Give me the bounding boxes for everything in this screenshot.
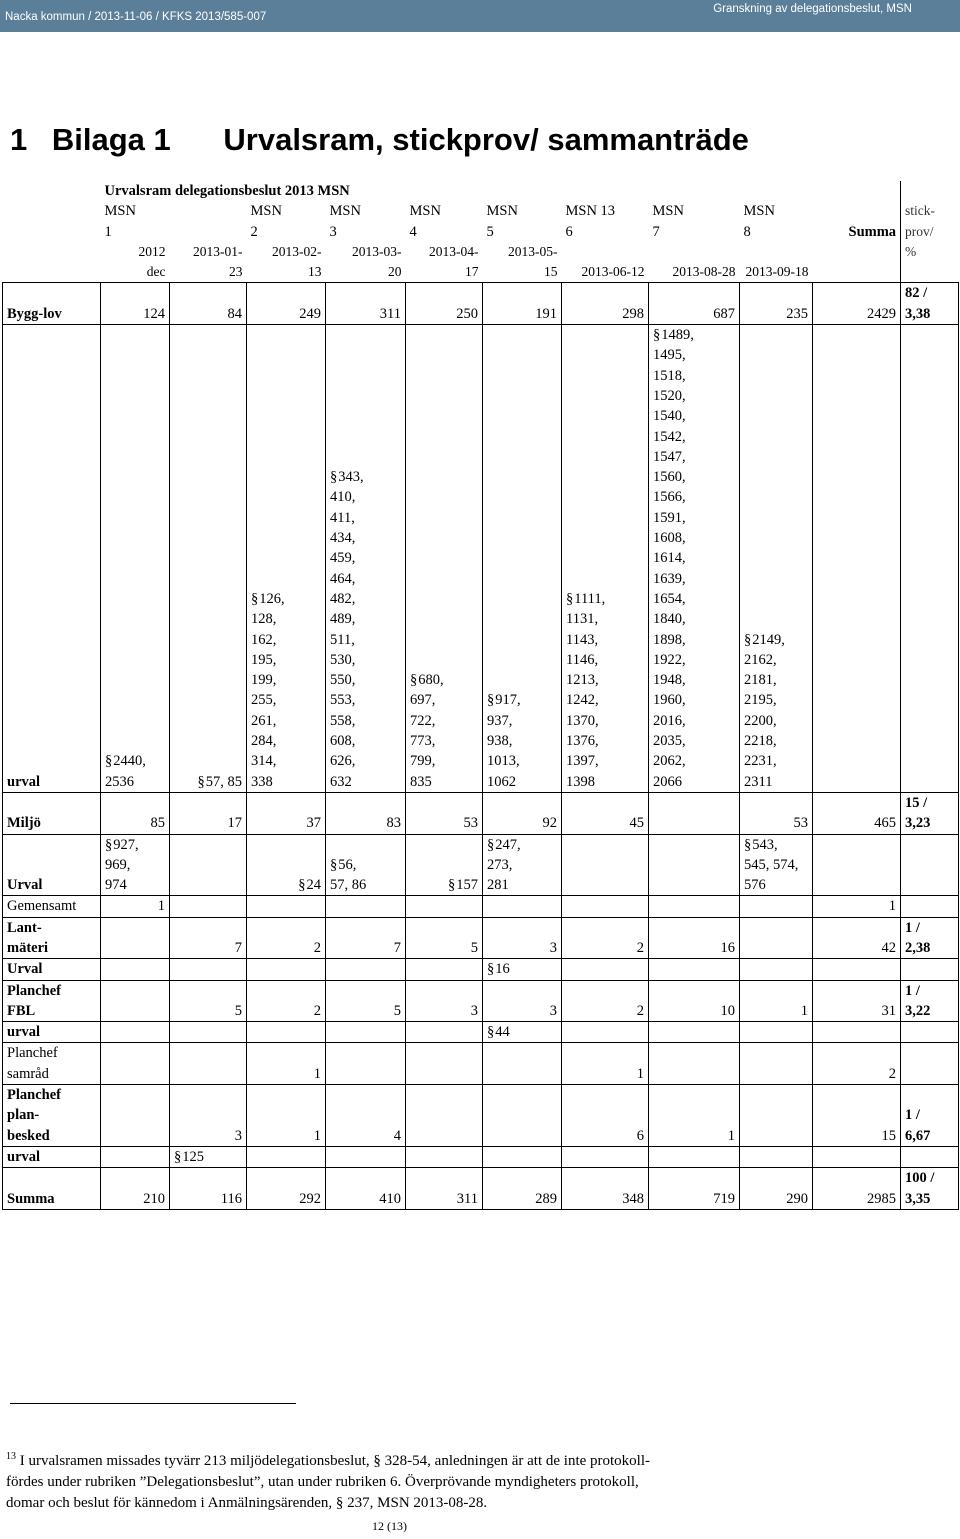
count-cell bbox=[483, 1043, 562, 1085]
count-cell bbox=[101, 917, 170, 959]
sample-value: § 56, 57, 86 bbox=[330, 857, 366, 893]
sample-cell bbox=[562, 834, 649, 896]
count-cell: 235 bbox=[740, 283, 813, 325]
sample-cell bbox=[649, 325, 740, 793]
count-cell bbox=[483, 1085, 562, 1147]
sample-cell bbox=[326, 834, 406, 896]
count-cell bbox=[170, 896, 247, 917]
sample-cell bbox=[170, 1022, 247, 1043]
sample-value: § 543, 545, 574, 576 bbox=[744, 837, 798, 894]
sample-cell bbox=[326, 325, 406, 793]
row-sum: 15 bbox=[813, 1085, 901, 1147]
footnote-number: 13 bbox=[6, 1451, 16, 1462]
row-lantmateri bbox=[3, 917, 959, 959]
count-cell: 2 bbox=[247, 980, 326, 1022]
sample-value: § 16 bbox=[487, 961, 510, 977]
msn-column-header: MSN 5 bbox=[486, 203, 518, 240]
count-cell: 719 bbox=[649, 1168, 740, 1210]
row-sum: 42 bbox=[813, 917, 901, 959]
page-header bbox=[0, 0, 960, 32]
row-percentage bbox=[901, 1043, 959, 1085]
sample-cell bbox=[483, 325, 562, 793]
count-cell: 83 bbox=[326, 792, 406, 834]
count-cell bbox=[483, 896, 562, 917]
count-cell: 116 bbox=[170, 1168, 247, 1210]
sample-value: § 126, 128, 162, 195, 199, 255, 261, 284, 314, 338 bbox=[251, 591, 285, 790]
count-cell bbox=[406, 896, 483, 917]
sample-value: § 57, 85 bbox=[198, 774, 243, 790]
sample-cell bbox=[483, 959, 562, 980]
row-label: Planchef FBL bbox=[3, 980, 101, 1022]
row-label: Summa bbox=[3, 1168, 101, 1210]
count-cell bbox=[170, 1043, 247, 1085]
footnote bbox=[6, 1446, 926, 1514]
sample-cell bbox=[101, 1022, 170, 1043]
footnote-separator bbox=[10, 1403, 296, 1404]
row-miljo bbox=[3, 792, 959, 834]
sample-value: § 24 bbox=[298, 877, 321, 893]
count-cell: 311 bbox=[326, 283, 406, 325]
sample-cell bbox=[170, 325, 247, 793]
msn-column-header bbox=[170, 201, 247, 242]
row-percentage bbox=[901, 896, 959, 917]
count-cell: 92 bbox=[483, 792, 562, 834]
row-percentage bbox=[901, 1022, 959, 1043]
meeting-date: 2013-08-28 bbox=[672, 264, 736, 280]
sample-cell bbox=[406, 1146, 483, 1167]
msn-column-header: MSN 8 bbox=[743, 203, 775, 240]
row-sum bbox=[813, 959, 901, 980]
count-cell: 3 bbox=[483, 980, 562, 1022]
msn-column-header: MSN 3 bbox=[329, 203, 361, 240]
count-cell: 1 bbox=[247, 1043, 326, 1085]
row-sum: 2429 bbox=[813, 283, 901, 325]
row-planbesked_urval bbox=[3, 1146, 959, 1167]
sample-cell bbox=[101, 1146, 170, 1167]
row-planchef_planbesked bbox=[3, 1085, 959, 1147]
sample-value: § 44 bbox=[487, 1024, 510, 1040]
count-cell bbox=[101, 1085, 170, 1147]
meeting-date: 2013-03- 20 bbox=[352, 243, 402, 280]
count-cell: 16 bbox=[649, 917, 740, 959]
row-sum: 31 bbox=[813, 980, 901, 1022]
meeting-date: 2013-01- 23 bbox=[193, 243, 243, 280]
sample-value: § 343, 410, 411, 434, 459, 464, 482, 489, 511, 530, 550, 553, 558, 608, 626, 632 bbox=[330, 469, 364, 789]
row-percentage: 15 / 3,23 bbox=[901, 792, 959, 834]
count-cell: 53 bbox=[406, 792, 483, 834]
sample-value: § 927, 969, 974 bbox=[105, 837, 139, 894]
count-cell: 687 bbox=[649, 283, 740, 325]
count-cell bbox=[740, 896, 813, 917]
sample-cell bbox=[326, 1146, 406, 1167]
sample-cell bbox=[740, 1022, 813, 1043]
row-lantmateri_urval bbox=[3, 959, 959, 980]
row-sum bbox=[813, 1146, 901, 1167]
sample-cell bbox=[740, 1146, 813, 1167]
row-label: Planchef samråd bbox=[3, 1043, 101, 1085]
row-label: Miljö bbox=[3, 792, 101, 834]
count-cell: 2 bbox=[562, 980, 649, 1022]
sample-cell bbox=[562, 959, 649, 980]
sample-cell bbox=[170, 1146, 247, 1167]
count-cell bbox=[740, 1085, 813, 1147]
count-cell: 7 bbox=[170, 917, 247, 959]
row-planchef_samrad bbox=[3, 1043, 959, 1085]
count-cell: 6 bbox=[562, 1085, 649, 1147]
blank-cell bbox=[901, 181, 959, 201]
msn-column-header: MSN 2 bbox=[250, 203, 282, 240]
row-label: Urval bbox=[3, 834, 101, 896]
sample-cell bbox=[406, 959, 483, 980]
count-cell bbox=[740, 917, 813, 959]
count-cell: 290 bbox=[740, 1168, 813, 1210]
count-cell: 1 bbox=[649, 1085, 740, 1147]
row-percentage: 82 / 3,38 bbox=[901, 283, 959, 325]
count-cell bbox=[101, 980, 170, 1022]
count-cell bbox=[406, 1085, 483, 1147]
count-cell bbox=[562, 896, 649, 917]
count-cell: 410 bbox=[326, 1168, 406, 1210]
count-cell: 249 bbox=[247, 283, 326, 325]
row-sum bbox=[813, 1022, 901, 1043]
sample-cell bbox=[483, 1146, 562, 1167]
count-cell: 2 bbox=[562, 917, 649, 959]
count-cell bbox=[740, 1043, 813, 1085]
row-planchef_fbl_urval bbox=[3, 1022, 959, 1043]
meeting-date: 2013-02- 13 bbox=[272, 243, 322, 280]
sample-cell bbox=[649, 834, 740, 896]
count-cell: 124 bbox=[101, 283, 170, 325]
sample-cell bbox=[649, 959, 740, 980]
count-cell: 1 bbox=[740, 980, 813, 1022]
sample-cell bbox=[247, 834, 326, 896]
count-cell: 348 bbox=[562, 1168, 649, 1210]
row-bygglov_urval bbox=[3, 325, 959, 793]
row-sum: 1 bbox=[813, 896, 901, 917]
msn-column-header: MSN 4 bbox=[409, 203, 441, 240]
count-cell: 210 bbox=[101, 1168, 170, 1210]
sample-value: § 680, 697, 722, 773, 799, 835 bbox=[410, 672, 444, 789]
sample-value: § 917, 937, 938, 1013, 1062 bbox=[487, 692, 521, 789]
count-cell: 1 bbox=[247, 1085, 326, 1147]
row-label: Bygg-lov bbox=[3, 283, 101, 325]
msn-column-header: MSN 7 bbox=[652, 203, 684, 240]
row-sum bbox=[813, 834, 901, 896]
heading-label: Bilaga 1 bbox=[51, 122, 171, 157]
meeting-date: 2013-09-18 bbox=[745, 264, 809, 280]
count-cell: 3 bbox=[483, 917, 562, 959]
blank-cell bbox=[3, 242, 101, 283]
count-cell: 85 bbox=[101, 792, 170, 834]
count-cell bbox=[649, 792, 740, 834]
count-cell: 53 bbox=[740, 792, 813, 834]
row-percentage bbox=[901, 325, 959, 793]
count-cell: 5 bbox=[326, 980, 406, 1022]
row-sum: 2985 bbox=[813, 1168, 901, 1210]
count-cell bbox=[406, 1043, 483, 1085]
sample-cell bbox=[740, 325, 813, 793]
count-cell: 84 bbox=[170, 283, 247, 325]
meeting-date: 2012 dec bbox=[138, 243, 166, 280]
sample-cell bbox=[740, 959, 813, 980]
date-row bbox=[3, 242, 959, 283]
count-cell: 191 bbox=[483, 283, 562, 325]
row-label: Lant- mäteri bbox=[3, 917, 101, 959]
blank-cell bbox=[3, 181, 101, 201]
header-left: Nacka kommun / 2013-11-06 / KFKS 2013/585-007 bbox=[5, 11, 267, 23]
sample-cell bbox=[562, 1146, 649, 1167]
page-number: 12 (13) bbox=[372, 1519, 407, 1533]
count-cell: 5 bbox=[170, 980, 247, 1022]
sample-cell bbox=[562, 1022, 649, 1043]
count-cell bbox=[649, 896, 740, 917]
blank-cell bbox=[813, 242, 901, 283]
sample-cell bbox=[483, 834, 562, 896]
count-cell bbox=[247, 896, 326, 917]
msn-column-header: MSN 1 bbox=[104, 203, 136, 240]
count-cell: 17 bbox=[170, 792, 247, 834]
page-title bbox=[10, 122, 749, 158]
sample-cell bbox=[101, 325, 170, 793]
sample-cell bbox=[326, 1022, 406, 1043]
sample-cell bbox=[170, 834, 247, 896]
count-cell: 289 bbox=[483, 1168, 562, 1210]
sample-cell bbox=[483, 1022, 562, 1043]
row-label: urval bbox=[3, 325, 101, 793]
sample-cell bbox=[247, 1146, 326, 1167]
row-label: urval bbox=[3, 1022, 101, 1043]
row-percentage bbox=[901, 1146, 959, 1167]
table-caption-row bbox=[3, 181, 959, 201]
count-cell: 5 bbox=[406, 917, 483, 959]
heading-number: 1 bbox=[10, 122, 28, 157]
sample-value: § 2440, 2536 bbox=[105, 753, 146, 789]
count-cell: 45 bbox=[562, 792, 649, 834]
count-cell: 10 bbox=[649, 980, 740, 1022]
stickprov-header: stick- prov/ % bbox=[901, 201, 959, 283]
sample-cell bbox=[740, 834, 813, 896]
count-cell bbox=[326, 896, 406, 917]
row-percentage: 1 / 6,67 bbox=[901, 1085, 959, 1147]
row-percentage: 1 / 2,38 bbox=[901, 917, 959, 959]
row-label: Urval bbox=[3, 959, 101, 980]
sample-cell bbox=[562, 325, 649, 793]
row-planchef_fbl bbox=[3, 980, 959, 1022]
sample-cell bbox=[406, 1022, 483, 1043]
count-cell bbox=[649, 1043, 740, 1085]
count-cell: 1 bbox=[562, 1043, 649, 1085]
count-cell: 7 bbox=[326, 917, 406, 959]
count-cell: 311 bbox=[406, 1168, 483, 1210]
row-percentage bbox=[901, 834, 959, 896]
sample-cell bbox=[326, 959, 406, 980]
sample-value: § 157 bbox=[448, 877, 478, 893]
sample-cell bbox=[649, 1022, 740, 1043]
row-miljo_urval bbox=[3, 834, 959, 896]
sample-cell bbox=[247, 1022, 326, 1043]
count-cell: 3 bbox=[406, 980, 483, 1022]
sample-cell bbox=[649, 1146, 740, 1167]
row-sum: 465 bbox=[813, 792, 901, 834]
sample-value: § 1111, 1131, 1143, 1146, 1213, 1242, 1370, 1376, 1397, 1398 bbox=[566, 591, 605, 790]
row-bygglov bbox=[3, 283, 959, 325]
row-label: Planchef plan- besked bbox=[3, 1085, 101, 1147]
sample-cell bbox=[406, 834, 483, 896]
footnote-text: I urvalsramen missades tyvärr 213 miljödelegationsbeslut, § 328-54, anledningen är att de inte protokoll- fördes under rubriken ”Delegationsbeslut”, utan under rubriken 6. Överprövande myndigheters protokoll, domar och beslut för kännedom i Anmälningsärenden, § 237, MSN 2013-08-28. bbox=[6, 1453, 651, 1511]
row-percentage: 100 / 3,35 bbox=[901, 1168, 959, 1210]
sample-cell bbox=[101, 959, 170, 980]
row-summa bbox=[3, 1168, 959, 1210]
row-sum bbox=[813, 325, 901, 793]
row-gemensamt bbox=[3, 896, 959, 917]
row-label: urval bbox=[3, 1146, 101, 1167]
sample-cell bbox=[247, 325, 326, 793]
msn-header-row bbox=[3, 201, 959, 242]
row-percentage: 1 / 3,22 bbox=[901, 980, 959, 1022]
heading-title: Urvalsram, stickprov/ sammanträde bbox=[223, 122, 749, 157]
count-cell bbox=[101, 1043, 170, 1085]
count-cell: 2 bbox=[247, 917, 326, 959]
blank-cell bbox=[3, 201, 101, 242]
sample-cell bbox=[247, 959, 326, 980]
sample-value: § 125 bbox=[174, 1149, 204, 1165]
sample-value: § 1489, 1495, 1518, 1520, 1540, 1542, 1547, 1560, 1566, 1591, 1608, 1614, 1639, 1654, 1840, 1898, 1922, 1948, 1960, 2016, 2035, 2062, 2066 bbox=[653, 327, 694, 790]
header-right: Granskning av delegationsbeslut, MSN bbox=[713, 3, 912, 15]
summa-header: Summa bbox=[848, 223, 897, 240]
row-label: Gemensamt bbox=[3, 896, 101, 917]
sample-cell bbox=[406, 325, 483, 793]
count-cell: 292 bbox=[247, 1168, 326, 1210]
count-cell bbox=[326, 1043, 406, 1085]
meeting-date: 2013-06-12 bbox=[581, 264, 645, 280]
count-cell: 298 bbox=[562, 283, 649, 325]
count-cell: 37 bbox=[247, 792, 326, 834]
msn-column-header: MSN 13 6 bbox=[565, 203, 616, 240]
count-cell: 1 bbox=[101, 896, 170, 917]
table-caption: Urvalsram delegationsbeslut 2013 MSN bbox=[104, 183, 350, 199]
sample-cell bbox=[170, 959, 247, 980]
sample-value: § 2149, 2162, 2181, 2195, 2200, 2218, 2231, 2311 bbox=[744, 632, 785, 790]
row-sum: 2 bbox=[813, 1043, 901, 1085]
count-cell: 250 bbox=[406, 283, 483, 325]
meeting-date: 2013-04- 17 bbox=[429, 243, 479, 280]
sample-value: § 247, 273, 281 bbox=[487, 837, 521, 894]
meeting-date: 2013-05- 15 bbox=[508, 243, 558, 280]
count-cell: 3 bbox=[170, 1085, 247, 1147]
sample-cell bbox=[101, 834, 170, 896]
row-percentage bbox=[901, 959, 959, 980]
count-cell: 4 bbox=[326, 1085, 406, 1147]
urvalsram-table bbox=[2, 181, 959, 1210]
